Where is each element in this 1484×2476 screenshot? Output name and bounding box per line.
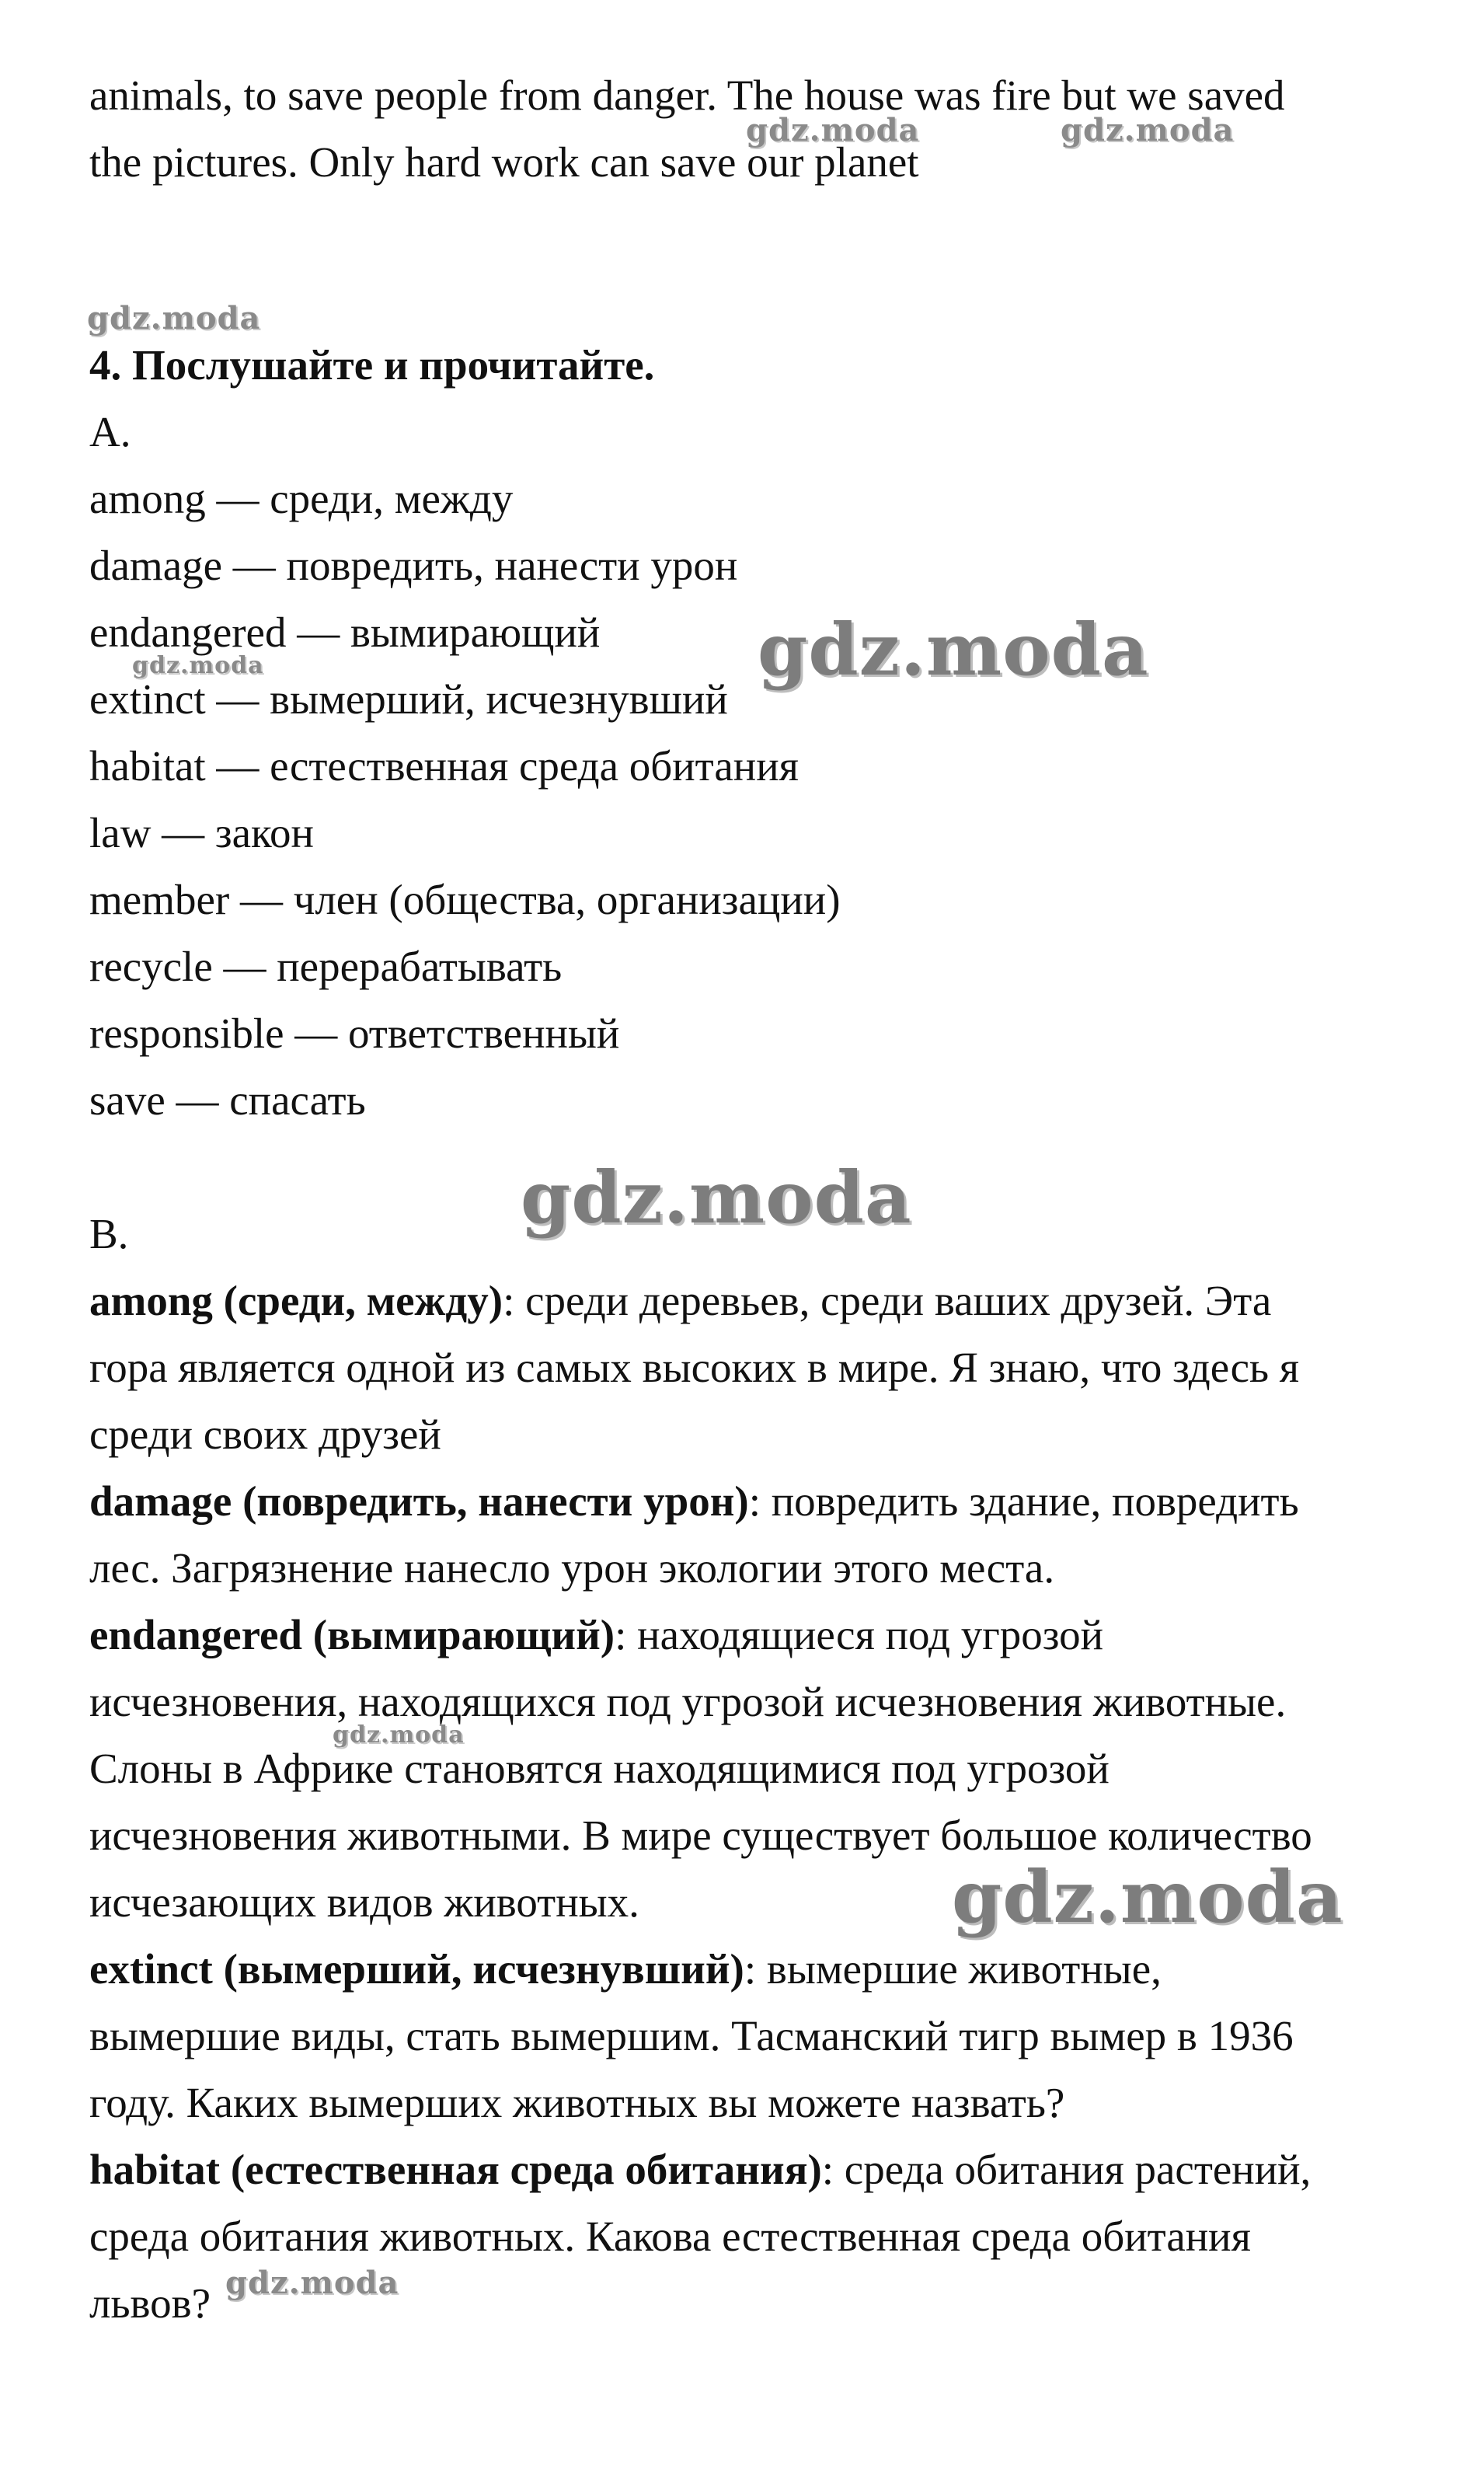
vocab-item-save: save — спасать — [89, 1076, 366, 1124]
entry-extinct-line-1 — [89, 1945, 1162, 1993]
entry-damage-term: damage (повредить, нанести урон) — [89, 1477, 749, 1525]
entry-among-line-1 — [89, 1279, 1271, 1322]
entry-among-line-3: среди своих друзей — [89, 1411, 441, 1458]
watermark-2: gdz.moda — [1061, 112, 1235, 148]
vocab-item-habitat: habitat — естественная среда обитания — [89, 742, 799, 790]
entry-habitat-term: habitat (естественная среда обитания) — [89, 2146, 822, 2193]
intro-line-1: animals, to save people from danger. The house was fire but we saved — [89, 71, 1285, 119]
vocab-item-recycle: recycle — перерабатывать — [89, 943, 563, 990]
vocab-item-extinct: extinct — вымерший, исчезнувший — [89, 675, 728, 723]
watermark-9: gdz.moda — [225, 2265, 399, 2301]
entry-among-text: : среди деревьев, среди ваших друзей. Эта — [503, 1277, 1272, 1324]
entry-among-term: among (среди, между) — [89, 1277, 503, 1324]
watermark-6: gdz.moda — [521, 1156, 912, 1240]
watermark-8: gdz.moda — [952, 1855, 1343, 1939]
watermark-1: gdz.moda — [746, 112, 920, 148]
exercise-title: 4. Послушайте и прочитайте. — [89, 341, 655, 389]
vocab-item-endangered: endangered — вымирающий — [89, 609, 601, 656]
entry-endangered-line-3: Слоны в Африке становятся находящимися под угрозой — [89, 1745, 1110, 1792]
vocab-item-responsible: responsible — ответственный — [89, 1010, 620, 1057]
entry-damage-line-1 — [89, 1477, 1299, 1525]
entry-endangered-line-5: исчезающих видов животных. — [89, 1878, 639, 1926]
entry-damage-text: : повредить здание, повредить — [748, 1477, 1299, 1525]
entry-damage-line-2: лес. Загрязнение нанесло урон экологии этого места. — [89, 1544, 1055, 1592]
section-b-label: B. — [89, 1210, 129, 1257]
entry-extinct-line-2: вымершие виды, стать вымершим. Тасманский тигр вымер в 1936 — [89, 2012, 1294, 2059]
vocab-item-member: member — член (общества, организации) — [89, 876, 841, 923]
watermark-4: gdz.moda — [132, 652, 264, 679]
entry-habitat-line-3: львов? — [89, 2279, 211, 2327]
entry-endangered-term: endangered (вымирающий) — [89, 1611, 615, 1658]
entry-among-line-2: гора является одной из самых высоких в мире. Я знаю, что здесь я — [89, 1344, 1300, 1391]
watermark-5: gdz.moda — [758, 608, 1149, 692]
entry-endangered-line-2: исчезновения, находящихся под угрозой исчезновения животные. — [89, 1678, 1287, 1725]
entry-endangered-text: : находящиеся под угрозой — [615, 1611, 1104, 1658]
entry-habitat-line-1 — [89, 2148, 1311, 2191]
entry-extinct-text: : вымершие животные, — [744, 1945, 1162, 1993]
watermark-3: gdz.moda — [87, 300, 261, 337]
vocab-item-law: law — закон — [89, 809, 314, 856]
entry-endangered-line-1 — [89, 1613, 1103, 1656]
entry-extinct-line-3: году. Каких вымерших животных вы можете назвать? — [89, 2079, 1065, 2126]
entry-habitat-text: : среда обитания растений, — [821, 2146, 1312, 2193]
vocab-item-among: among — среди, между — [89, 475, 514, 522]
vocab-item-damage: damage — повредить, нанести урон — [89, 542, 738, 589]
intro-line-2: the pictures. Only hard work can save our planet — [89, 138, 919, 186]
watermark-7: gdz.moda — [333, 1721, 465, 1749]
entry-habitat-line-2: среда обитания животных. Какова естественная среда обитания — [89, 2213, 1251, 2260]
section-a-label: A. — [89, 408, 131, 455]
entry-endangered-line-4: исчезновения животными. В мире существует большое количество — [89, 1812, 1312, 1859]
entry-extinct-term: extinct (вымерший, исчезнувший) — [89, 1945, 744, 1993]
